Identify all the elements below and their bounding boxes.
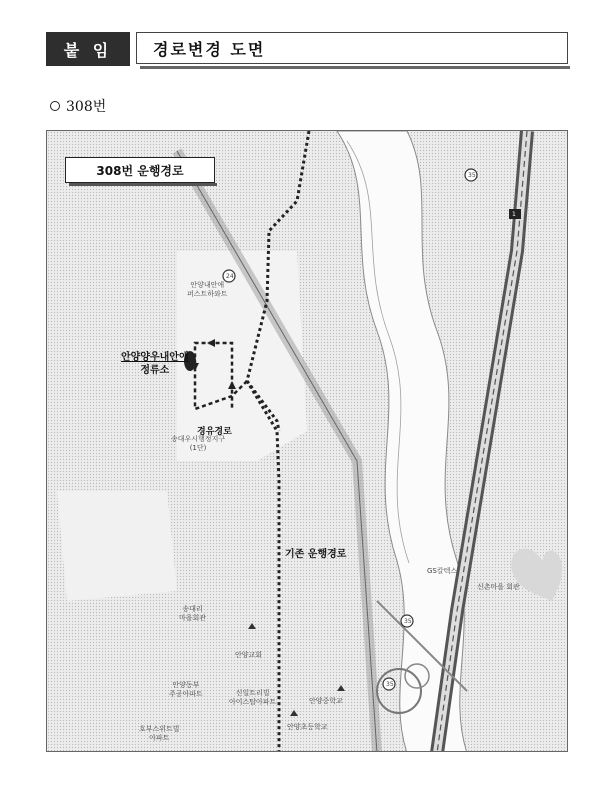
place-apt-bottom2: 신일트리빌 아이스탑아파트 bbox=[229, 689, 277, 706]
section-label bbox=[50, 96, 106, 116]
place-school-bottom: 안양초등학교 bbox=[287, 723, 328, 731]
map-drawing bbox=[47, 131, 568, 752]
place-apt-bottom1: 안양동부 주공아파트 bbox=[169, 681, 203, 698]
place-apt-top: 안양내안애 퍼스트하와트 bbox=[187, 281, 228, 298]
place-school-below: 송대우시행정지구 (1단) bbox=[171, 435, 226, 452]
place-gs: GS칼텍스 bbox=[427, 567, 458, 575]
place-church: 안양교회 bbox=[235, 651, 263, 659]
appendix-badge: 붙 임 bbox=[46, 32, 130, 66]
route-number: 308번 bbox=[66, 99, 107, 115]
page-title: 경로변경 도면 bbox=[136, 32, 568, 64]
road-marker-label: 35 bbox=[468, 172, 476, 179]
new-route-label: 경유경로 bbox=[197, 427, 232, 437]
place-village: 신촌마을 회관 bbox=[477, 583, 520, 591]
expressway-shield-label: 1 bbox=[512, 211, 516, 218]
map-title-shadow bbox=[69, 183, 217, 186]
road-marker-label: 35 bbox=[386, 681, 394, 688]
road-marker-label: 35 bbox=[404, 618, 412, 625]
place-bottom-left: 호부스위트빌 아파트 bbox=[139, 725, 180, 742]
place-songdae: 송대리 마을회관 bbox=[179, 605, 207, 622]
bus-stop-label: 안양양우내안애 정류소 bbox=[121, 352, 189, 376]
route-map bbox=[46, 130, 568, 752]
bullet-circle-icon bbox=[50, 101, 60, 111]
place-middle-school: 안양중학교 bbox=[309, 697, 343, 705]
old-route-label: 기존 운행경로 bbox=[285, 549, 347, 560]
map-title: 308번 운행경로 bbox=[65, 157, 215, 183]
title-shadow bbox=[140, 66, 570, 69]
road-marker-label: 24 bbox=[226, 273, 234, 280]
